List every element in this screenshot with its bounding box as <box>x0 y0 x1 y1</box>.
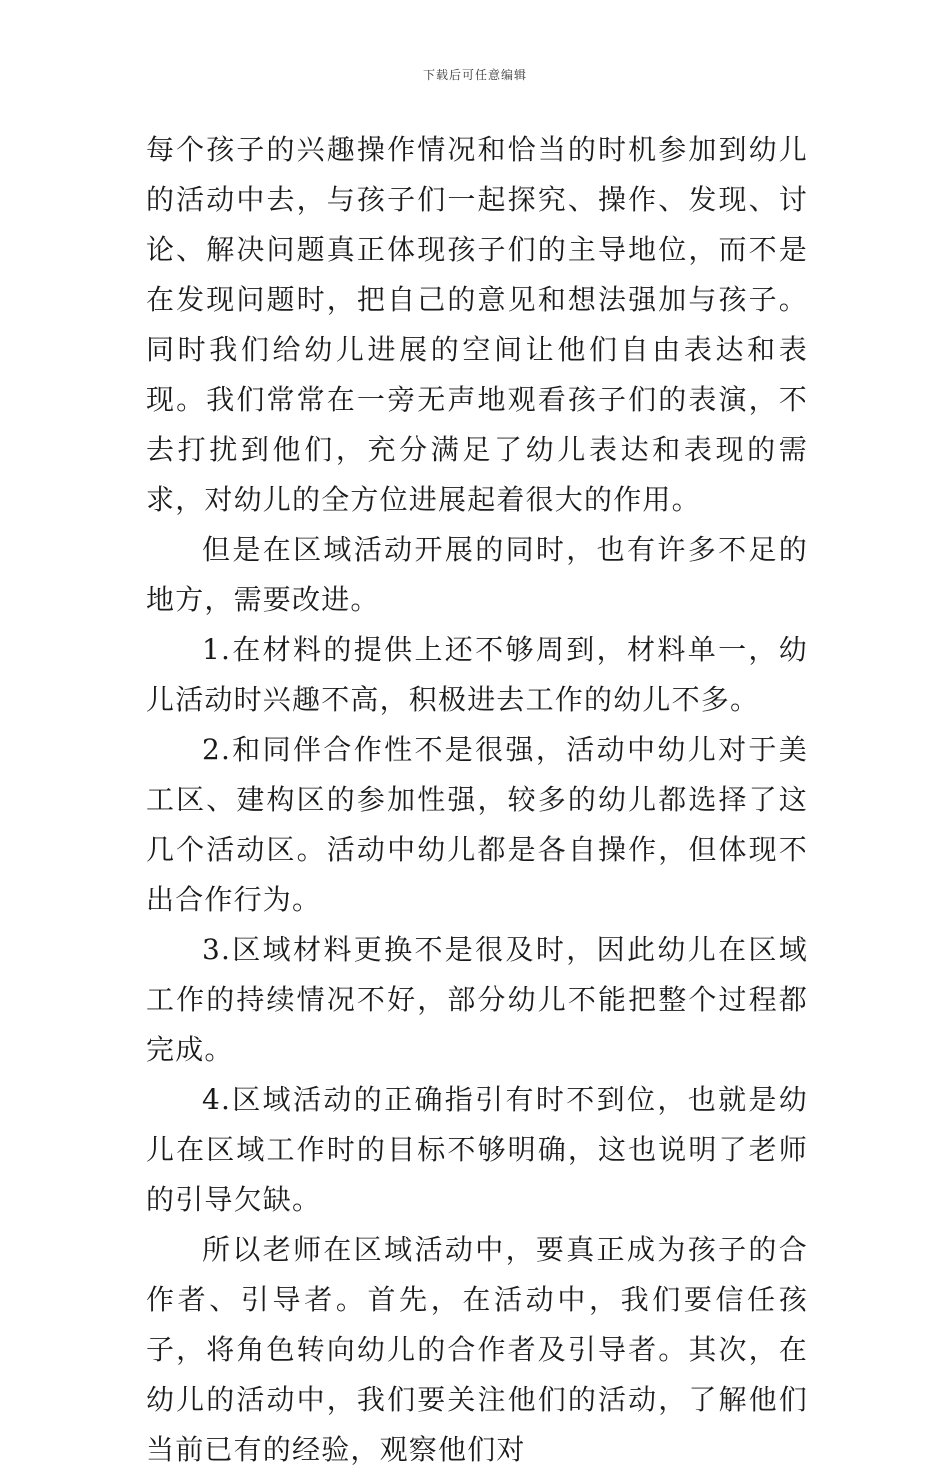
page-header: 下载后可任意编辑 <box>422 68 527 82</box>
list-item-3: 3.区域材料更换不是很及时，因此幼儿在区域工作的持续情况不好，部分幼儿不能把整个过程都完成。 <box>146 933 808 1066</box>
paragraph-continuation: 每个孩子的兴趣操作情况和恰当的时机参加到幼儿的活动中去，与孩子们一起探究、操作、发现、讨论、解决问题真正体现孩子们的主导地位，而不是在发现问题时，把自己的意见和想法强加与孩子。同时我们给幼儿进展的空间让他们自由表达和表现。我们常常在一旁无声地观看孩子们的表演，不去打扰到他们，充分满足了幼儿表达和表现的需求，对幼儿的全方位进展起着很大的作用。 <box>146 133 808 516</box>
list-item-1: 1.在材料的提供上还不够周到，材料单一，幼儿活动时兴趣不高，积极进去工作的幼儿不多。 <box>146 633 808 716</box>
list-item-2: 2.和同伴合作性不是很强，活动中幼儿对于美工区、建构区的参加性强，较多的幼儿都选择了这几个活动区。活动中幼儿都是各自操作，但体现不出合作行为。 <box>146 733 808 916</box>
paragraph-conclusion: 所以老师在区域活动中，要真正成为孩子的合作者、引导者。首先，在活动中，我们要信任孩子，将角色转向幼儿的合作者及引导者。其次，在幼儿的活动中，我们要关注他们的活动，了解他们当前已有的经验，观察他们对 <box>146 1233 808 1466</box>
document-body <box>146 125 808 1475</box>
list-item-4: 4.区域活动的正确指引有时不到位，也就是幼儿在区域工作时的目标不够明确，这也说明了老师的引导欠缺。 <box>146 1083 808 1216</box>
paragraph-shortcomings-intro: 但是在区域活动开展的同时，也有许多不足的地方，需要改进。 <box>146 533 808 616</box>
